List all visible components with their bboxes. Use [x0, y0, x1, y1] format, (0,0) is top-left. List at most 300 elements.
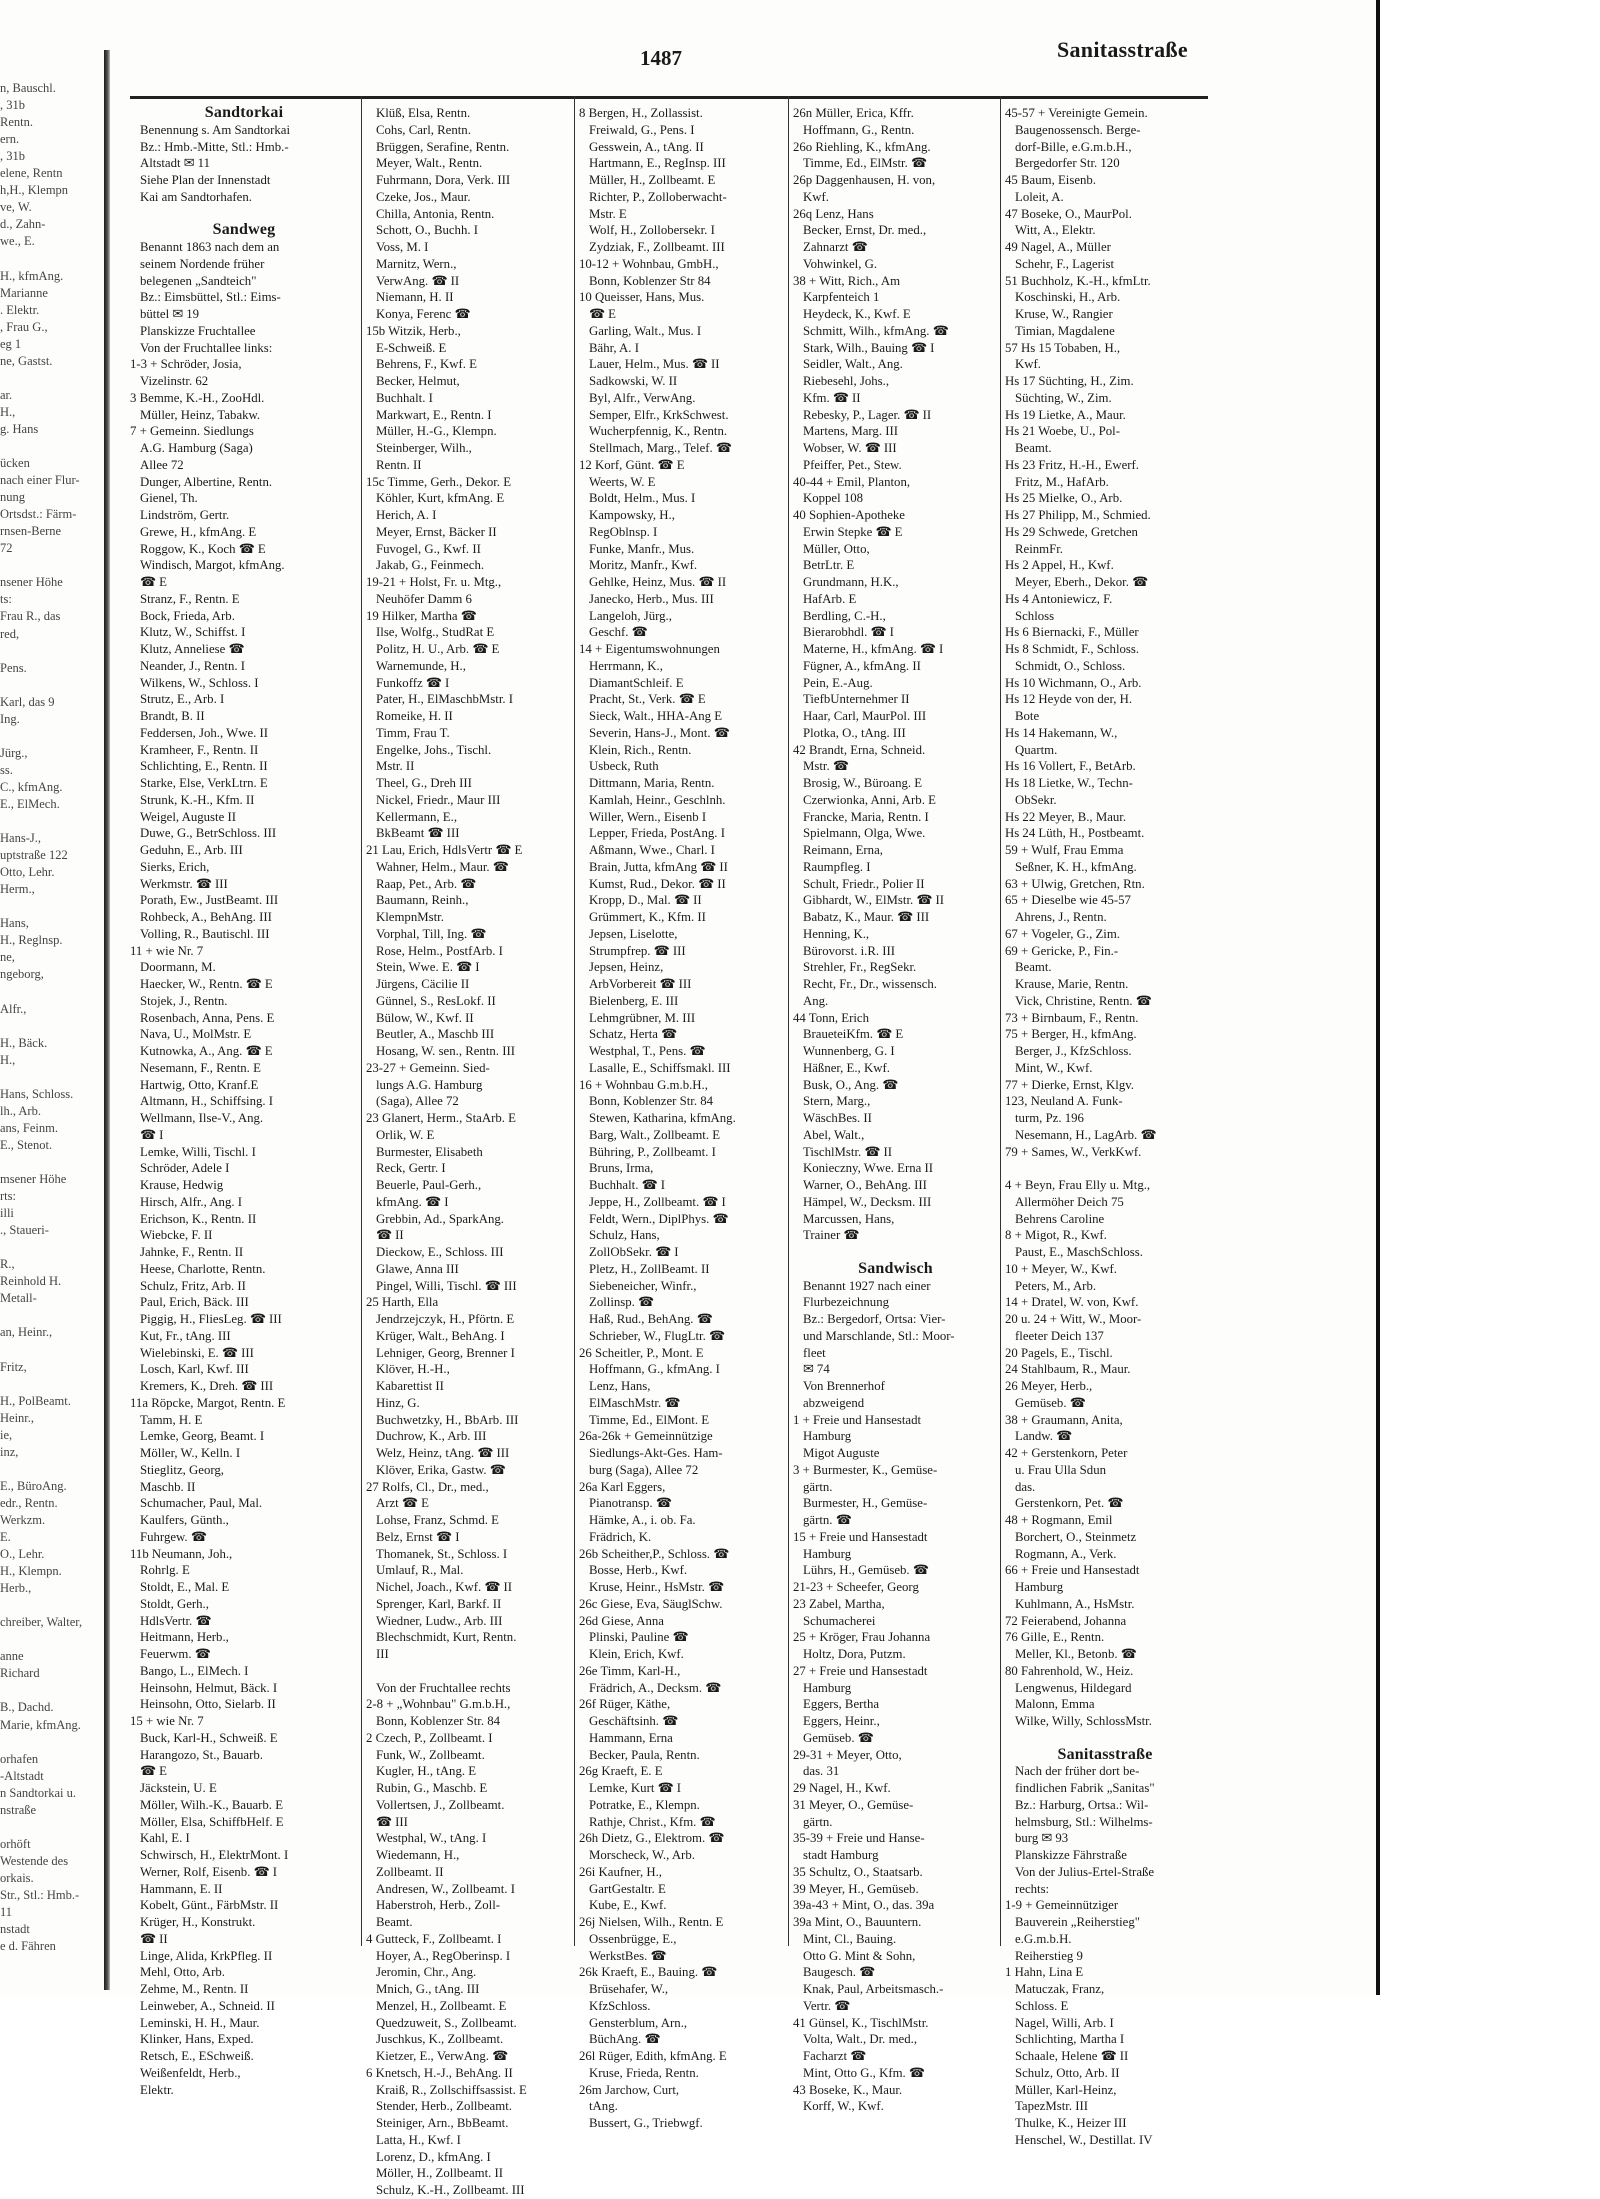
margin-line: ts:	[0, 592, 12, 607]
directory-line: Rubin, G., Maschb. E	[376, 1781, 488, 1795]
directory-line: Fuhrmann, Dora, Verk. III	[376, 173, 511, 187]
directory-line: Volling, R., Bautischl. III	[140, 926, 270, 941]
margin-line: nach einer Flur-	[0, 473, 80, 488]
directory-line: Brosig, W., Büroang. E	[803, 776, 923, 790]
directory-line: 12 Korf, Günt. ☎ E	[579, 457, 685, 472]
directory-line: Stranz, F., Rentn. E	[140, 591, 240, 606]
directory-line: 20 u. 24 + Witt, W., Moor-	[1005, 1312, 1142, 1326]
directory-line: Knak, Paul, Arbeitsmasch.-	[803, 1982, 944, 1996]
directory-line: Hamburg	[803, 1429, 852, 1444]
directory-line: 43 Boseke, K., Maur.	[793, 2082, 903, 2097]
margin-line: C., kfmAng.	[0, 779, 63, 794]
directory-line: Vorphal, Till, Ing. ☎	[376, 926, 487, 941]
directory-line: 26i Kaufner, H.,	[579, 1864, 662, 1879]
directory-line: Henning, K.,	[803, 926, 870, 941]
margin-line	[0, 438, 104, 455]
directory-line: ☎ II	[140, 1931, 168, 1946]
directory-line: 40-44 + Emil, Planton,	[793, 474, 911, 489]
directory-line: Boldt, Helm., Mus. I	[589, 491, 696, 506]
directory-line: Jendrzejczyk, H., Pförtn. E	[376, 1312, 515, 1326]
margin-line: Herm.,	[0, 882, 35, 897]
margin-line: illi	[0, 1206, 14, 1221]
margin-line: inz,	[0, 1444, 19, 1459]
directory-line: fleet	[803, 1345, 826, 1360]
directory-line: Bock, Frieda, Arb.	[140, 608, 235, 623]
directory-line: Rosenbach, Anna, Pens. E	[140, 1010, 275, 1025]
directory-line: Wunnenberg, G. I	[803, 1044, 895, 1058]
directory-line: Fuhrgew. ☎	[140, 1529, 207, 1544]
directory-line: gärtn. ☎	[803, 1513, 852, 1527]
directory-line: Blechschmidt, Kurt, Rentn.	[376, 1630, 517, 1645]
directory-line: Herich, A. I	[376, 508, 437, 522]
directory-line: Hamburg	[803, 1680, 852, 1695]
directory-line: Häßner, E., Kwf.	[803, 1060, 890, 1075]
directory-line: Paul, Erich, Bäck. III	[140, 1295, 249, 1310]
directory-line: Hs 2 Appel, H., Kwf.	[1005, 558, 1114, 573]
directory-line: Czerwionka, Anni, Arb. E	[803, 792, 936, 807]
margin-line: an, Heinr.,	[0, 1325, 53, 1340]
margin-line	[0, 1018, 104, 1035]
directory-line: Gemüseb. ☎	[1015, 1395, 1086, 1410]
directory-line: Raumpfleg. I	[803, 859, 871, 874]
margin-line	[0, 813, 104, 830]
directory-line: Aßmann, Wwe., Charl. I	[589, 843, 715, 857]
directory-line: Müller, Karl-Heinz,	[1015, 2082, 1117, 2097]
column-rule	[1000, 96, 1001, 1946]
directory-line: Von der Fruchtallee rechts	[376, 1680, 511, 1695]
directory-line: das.	[1015, 1479, 1036, 1494]
directory-line: Marnitz, Wern.,	[376, 256, 457, 271]
directory-line: Mint, W., Kwf.	[1015, 1060, 1093, 1075]
directory-line: ☎ E	[589, 307, 616, 321]
directory-line: Hirsch, Alfr., Ang. I	[140, 1194, 243, 1209]
directory-line: Gehlke, Heinz, Mus. ☎ II	[589, 575, 727, 589]
directory-line: Schulz, K.-H., Zollbeamt. III	[376, 2183, 525, 2197]
directory-column	[1005, 105, 1205, 2147]
directory-line: Elektr.	[140, 2082, 174, 2097]
directory-line: Porath, Ew., JustBeamt. III	[140, 893, 279, 908]
directory-line: (Saga), Allee 72	[376, 1094, 459, 1109]
directory-line: Zydziak, F., Zollbeamt. III	[589, 240, 725, 254]
directory-line: Lemke, Willi, Tischl. I	[140, 1144, 256, 1159]
directory-line: Grümmert, K., Kfm. II	[589, 910, 706, 924]
directory-line: Wiedner, Ludw., Arb. III	[376, 1613, 503, 1628]
directory-line: 7 + Gemeinn. Siedlungs	[130, 424, 254, 439]
directory-line	[130, 206, 358, 223]
directory-line: Schloss	[1015, 608, 1055, 623]
directory-line: Schrieber, W., FlugLtr. ☎	[589, 1328, 725, 1343]
margin-line	[0, 1307, 104, 1324]
directory-line: Hoyer, A., RegOberinsp. I	[376, 1948, 511, 1963]
directory-line: BkBeamt ☎ III	[376, 826, 460, 841]
directory-line: Krüger, Walt., BehAng. I	[376, 1328, 505, 1343]
directory-line: Dittmann, Maria, Rentn.	[589, 776, 715, 790]
directory-line: Richter, P., Zolloberwacht-	[589, 189, 727, 204]
directory-line: Volta, Walt., Dr. med.,	[803, 2032, 918, 2047]
directory-line: 59 + Wulf, Frau Emma	[1005, 843, 1124, 857]
directory-line: Heydeck, K., Kwf. E	[803, 307, 911, 321]
directory-line: Rose, Helm., PostfArb. I	[376, 943, 503, 958]
directory-line: 14 + Dratel, W. von, Kwf.	[1005, 1295, 1139, 1310]
margin-line: e d. Fähren	[0, 1939, 56, 1954]
directory-line: Latta, H., Kwf. I	[376, 2132, 461, 2147]
directory-line: Schulz, Hans,	[589, 1228, 660, 1243]
directory-line: Grebbin, Ad., SparkAng.	[376, 1211, 504, 1226]
directory-line: Meller, Kl., Betonb. ☎	[1015, 1647, 1137, 1661]
directory-line: und Marschlande, Stl.: Moor-	[803, 1328, 955, 1343]
directory-line: Lengwenus, Hildegard	[1015, 1680, 1132, 1695]
directory-line: Krüger, H., Konstrukt.	[140, 1915, 256, 1929]
margin-line: Hans-J.,	[0, 831, 41, 846]
directory-line: Altmann, H., Schiffsing. I	[140, 1094, 274, 1109]
directory-line: Stieglitz, Georg,	[140, 1462, 224, 1477]
directory-line: Hoffmann, G., kfmAng. I	[589, 1362, 720, 1377]
directory-line: Buchhalt. I	[376, 390, 433, 405]
directory-line: Eggers, Heinr.,	[803, 1714, 880, 1728]
directory-line: Buchwetzky, H., BbArb. III	[376, 1412, 519, 1427]
directory-line: Bonn, Koblenzer Str 84	[589, 273, 711, 288]
margin-line: nstadt	[0, 1922, 30, 1937]
directory-line: Heinsohn, Otto, Sielarb. II	[140, 1697, 276, 1712]
directory-line: Siedlungs-Akt-Ges. Ham-	[589, 1446, 723, 1460]
directory-line: 19-21 + Holst, Fr. u. Mtg.,	[366, 575, 502, 589]
directory-line: Westphal, W., tAng. I	[376, 1831, 487, 1846]
directory-line: Becker, Ernst, Dr. med.,	[803, 223, 927, 238]
directory-line: Wolf, H., Zollobersekr. I	[589, 223, 715, 238]
directory-line: 16 + Wohnbau G.m.b.H.,	[579, 1077, 708, 1092]
directory-line: 26o Riehling, K., kfmAng.	[793, 139, 931, 154]
directory-line: 51 Buchholz, K.-H., kfmLtr.	[1005, 273, 1151, 288]
directory-line: 11a Röpcke, Margot, Rentn. E	[130, 1395, 286, 1410]
directory-line: 26c Giese, Eva, SäuglSchw.	[579, 1596, 723, 1611]
directory-column	[793, 105, 998, 2114]
directory-line: Ossenbrügge, E.,	[589, 1931, 677, 1946]
directory-line: Nesemann, F., Rentn. E	[140, 1060, 261, 1075]
directory-line: 57 Hs 15 Tobaben, H.,	[1005, 340, 1121, 355]
directory-line: 79 + Sames, W., VerkKwf.	[1005, 1144, 1142, 1159]
directory-line: Bz.: Eimsbüttel, Stl.: Eims-	[140, 290, 281, 305]
directory-line: Engelke, Johs., Tischl.	[376, 742, 492, 757]
directory-line: Kaulfers, Günth.,	[140, 1513, 229, 1527]
directory-line: 8 + Migot, R., Kwf.	[1005, 1228, 1107, 1243]
margin-line: chreiber, Walter,	[0, 1615, 83, 1630]
directory-line: Quartm.	[1015, 742, 1058, 757]
directory-line: Seßner, K. H., kfmAng.	[1015, 859, 1137, 874]
directory-line: fleeter Deich 137	[1015, 1328, 1104, 1343]
directory-line: Thomanek, St., Schloss. I	[376, 1546, 508, 1561]
directory-line: 45 Baum, Eisenb.	[1005, 173, 1096, 187]
directory-line: Hs 27 Philipp, M., Schmied.	[1005, 508, 1151, 522]
directory-line: Rebesky, P., Lager. ☎ II	[803, 407, 932, 422]
margin-line: Hans, Schloss.	[0, 1086, 74, 1101]
directory-line: Hs 29 Schwede, Gretchen	[1005, 524, 1138, 539]
directory-line: Zollinsp. ☎	[589, 1295, 654, 1310]
directory-line: Behrens, F., Kwf. E	[376, 357, 477, 372]
directory-line: Pater, H., ElMaschbMstr. I	[376, 692, 514, 707]
directory-line: helmsburg, Stl.: Wilhelms-	[1015, 1814, 1153, 1829]
margin-line: d., Zahn-	[0, 217, 46, 232]
directory-line: rechts:	[1015, 1881, 1050, 1896]
directory-line: Hoffmann, G., Rentn.	[803, 122, 915, 137]
directory-line: 23 Glanert, Herm., StaArb. E	[366, 1111, 516, 1125]
directory-line: Schmitt, Wilh., kfmAng. ☎	[803, 323, 949, 338]
directory-line: Jäckstein, U. E	[140, 1781, 217, 1795]
directory-line: Müller, H.-G., Klempn.	[376, 424, 497, 439]
directory-line: Baugenossensch. Berge-	[1015, 122, 1141, 137]
directory-line: Schloss. E	[1015, 1998, 1069, 2013]
directory-line: Schröder, Adele I	[140, 1161, 230, 1176]
directory-line: Juschkus, K., Zollbeamt.	[376, 2032, 504, 2047]
directory-line: Kugler, H., tAng. E	[376, 1764, 477, 1779]
directory-line: Geschf. ☎	[589, 625, 648, 640]
directory-line: Borchert, O., Steinmetz	[1015, 1529, 1137, 1544]
directory-line: Feddersen, Joh., Wwe. II	[140, 725, 269, 740]
directory-line: Kwf.	[803, 189, 829, 204]
directory-line: burg (Saga), Allee 72	[589, 1462, 699, 1477]
directory-line: 31 Meyer, O., Gemüse-	[793, 1797, 914, 1812]
directory-line: 1 Hahn, Lina E	[1005, 1965, 1084, 1980]
directory-line: 10-12 + Wohnbau, GmbH.,	[579, 256, 719, 271]
directory-line: ☎ II	[376, 1228, 404, 1243]
column-rule	[788, 96, 789, 1946]
directory-line: 29-31 + Meyer, Otto,	[793, 1747, 902, 1762]
directory-line: Babatz, K., Maur. ☎ III	[803, 910, 930, 924]
directory-line: Stojek, J., Rentn.	[140, 993, 228, 1008]
margin-line: anne	[0, 1649, 24, 1664]
margin-line: Str., Stl.: Hmb.-	[0, 1887, 80, 1902]
directory-line: Warner, O., BehAng. III	[803, 1178, 927, 1192]
directory-line: Pracht, St., Verk. ☎ E	[589, 692, 706, 707]
directory-line: Severin, Hans-J., Mont. ☎	[589, 725, 730, 740]
directory-line: Frädrich, K.	[589, 1529, 652, 1544]
directory-line: Steiniger, Arn., BbBeamt.	[376, 2116, 509, 2130]
directory-line: Schult, Friedr., Polier II	[803, 876, 925, 891]
directory-line: Stoldt, Gerh.,	[140, 1596, 209, 1611]
directory-line: Timme, Ed., ElMont. E	[589, 1412, 710, 1427]
directory-line: 26g Kraeft, E. E	[579, 1764, 663, 1779]
directory-line: Rohrlg. E	[140, 1563, 190, 1578]
directory-line: Markwart, E., Rentn. I	[376, 407, 492, 422]
directory-line: Spielmann, Olga, Wwe.	[803, 826, 926, 841]
directory-line: Schott, O., Buchh. I	[376, 223, 479, 238]
directory-line: Bonn, Koblenzer Str. 84	[589, 1094, 714, 1109]
directory-line: Lehmgrübner, M. III	[589, 1010, 696, 1025]
directory-line: ☎ E	[140, 1764, 167, 1779]
directory-line: Kwf.	[1015, 357, 1041, 372]
directory-line: Klöver, H.-H.,	[376, 1362, 450, 1377]
directory-line: Jeromin, Chr., Ang.	[376, 1965, 477, 1980]
directory-line: 80 Fahrenhold, W., Heiz.	[1005, 1663, 1134, 1678]
margin-line: Ing.	[0, 711, 20, 726]
directory-line: Haar, Carl, MaurPol. III	[803, 709, 927, 723]
directory-line: Timm, Frau T.	[376, 725, 450, 740]
directory-line: Burmester, H., Gemüse-	[803, 1496, 928, 1511]
margin-line: H.,	[0, 1052, 16, 1067]
directory-line: 6 Knetsch, H.-J., BehAng. II	[366, 2065, 513, 2080]
directory-column	[130, 104, 358, 2097]
directory-line: Klinker, Hans, Exped.	[140, 2032, 254, 2047]
directory-line: Hartwig, Otto, Kranf.E	[140, 1077, 259, 1092]
directory-line: Martens, Marg. III	[803, 424, 899, 439]
directory-line: Kietzer, E., VerwAng. ☎	[376, 2049, 509, 2063]
directory-line: Von der Fruchtallee links:	[140, 340, 273, 355]
directory-line: seinem Nordende früher	[140, 256, 265, 271]
margin-line: edr., Rentn.	[0, 1495, 58, 1510]
margin-line: Pens.	[0, 660, 27, 675]
directory-line: Glawe, Anna III	[376, 1261, 459, 1276]
directory-line: Retsch, E., ESchweiß.	[140, 2049, 254, 2063]
margin-line	[0, 1682, 104, 1699]
directory-line: 26l Rüger, Edith, kfmAng. E	[579, 2049, 727, 2063]
directory-line: Seidler, Walt., Ang.	[803, 357, 903, 372]
directory-line: 45-57 + Vereinigte Gemein.	[1005, 106, 1148, 120]
directory-line: Schwirsch, H., ElektrMont. I	[140, 1848, 289, 1862]
directory-line: Francke, Maria, Rentn. I	[803, 809, 929, 824]
margin-line	[0, 557, 104, 574]
directory-line: Wahner, Helm., Maur. ☎	[376, 859, 509, 874]
directory-line: Lührs, H., Gemüseb. ☎	[803, 1563, 929, 1578]
directory-line: 15c Timme, Gerh., Dekor. E	[366, 474, 512, 489]
directory-line: Schatz, Herta ☎	[589, 1027, 678, 1042]
margin-line: E.	[0, 1529, 11, 1544]
directory-line: 26 Scheitler, P., Mont. E	[579, 1345, 704, 1360]
directory-line: 48 + Rogmann, Emil	[1005, 1513, 1113, 1527]
directory-line: 38 + Graumann, Anita,	[1005, 1412, 1123, 1427]
directory-line: Klein, Erich, Kwf.	[589, 1647, 684, 1661]
directory-line: A.G. Hamburg (Saga)	[140, 441, 253, 455]
directory-line: Kellermann, E.,	[376, 809, 458, 824]
directory-line: Gemüseb. ☎	[803, 1730, 874, 1745]
directory-line: ArbVorbereit ☎ III	[589, 977, 692, 991]
directory-line: Vertr. ☎	[803, 1998, 851, 2013]
directory-line: Karpfenteich 1	[803, 290, 880, 305]
directory-line: Duchrow, K., Arb. III	[376, 1429, 487, 1444]
directory-line: 21-23 + Scheefer, Georg	[793, 1580, 919, 1594]
directory-line: Schehr, F., Lagerist	[1015, 256, 1115, 271]
directory-line: Wilkens, W., Schloss. I	[140, 675, 259, 690]
directory-line: Windisch, Margot, kfmAng.	[140, 558, 285, 573]
directory-line: 26a-26k + Gemeinnützige	[579, 1429, 713, 1444]
directory-line: Potratke, E., Klempn.	[589, 1797, 700, 1812]
margin-line: eg 1	[0, 336, 22, 351]
directory-line: Süchting, W., Zim.	[1015, 390, 1112, 405]
directory-line: Konya, Ferenc ☎	[376, 307, 471, 321]
directory-line: Möller, Wilh.-K., Bauarb. E	[140, 1797, 284, 1812]
directory-line: WerkstBes. ☎	[589, 1948, 667, 1963]
directory-line: Losch, Karl, Kwf. III	[140, 1362, 249, 1377]
directory-line: Klöver, Erika, Gastw. ☎	[376, 1462, 506, 1477]
margin-line: ss.	[0, 762, 13, 777]
directory-line: Berdling, C.-H.,	[803, 608, 886, 623]
directory-line: HafArb. E	[803, 591, 857, 606]
directory-line: ReinmFr.	[1015, 541, 1063, 556]
directory-line: Möller, H., Zollbeamt. II	[376, 2166, 504, 2181]
directory-line: Hs 8 Schmidt, F., Schloss.	[1005, 642, 1140, 656]
directory-line: Lehniger, Georg, Brenner I	[376, 1345, 515, 1360]
directory-line: WäschBes. II	[803, 1111, 872, 1125]
margin-line	[0, 983, 104, 1000]
directory-line: Hs 4 Antoniewicz, F.	[1005, 591, 1113, 606]
directory-line: Maschb. II	[140, 1479, 196, 1494]
directory-line: Mnich, G., tAng. III	[376, 1982, 480, 1996]
directory-line: Stewen, Katharina, kfmAng.	[589, 1111, 736, 1125]
directory-line: Strumpfrep. ☎ III	[589, 943, 686, 958]
directory-line: Stark, Wilh., Bauing ☎ I	[803, 340, 935, 355]
directory-line: Wobser, W. ☎ III	[803, 441, 897, 455]
directory-line: Feuerwm. ☎	[140, 1647, 211, 1661]
margin-line: Frau R., das	[0, 609, 61, 624]
directory-line: Mstr. ☎	[803, 759, 849, 774]
directory-line: Strunk, K.-H., Kfm. II	[140, 792, 255, 807]
directory-line: III	[376, 1647, 389, 1661]
directory-line: Loleit, A.	[1015, 189, 1064, 204]
directory-line: BüchAng. ☎	[589, 2032, 661, 2047]
directory-line: Berger, J., KfzSchloss.	[1015, 1044, 1132, 1058]
margin-line: ne, Gastst.	[0, 353, 53, 368]
margin-line: Herb.,	[0, 1581, 32, 1596]
directory-line: Klutz, Anneliese ☎	[140, 642, 245, 656]
directory-line: Marcussen, Hans,	[803, 1211, 895, 1226]
directory-line: 44 Tonn, Erich	[793, 1010, 869, 1025]
directory-line: 4 + Beyn, Frau Elly u. Mtg.,	[1005, 1178, 1151, 1192]
directory-line: Schmidt, O., Schloss.	[1015, 658, 1126, 673]
directory-line: Wiebcke, F. II	[140, 1228, 213, 1243]
directory-line: Belz, Ernst ☎ I	[376, 1529, 460, 1544]
margin-line	[0, 1631, 104, 1648]
directory-line: Plotka, O., tAng. III	[803, 725, 906, 740]
directory-line: Funkoffz ☎ I	[376, 675, 450, 690]
directory-line: Bz.: Bergedorf, Ortsa: Vier-	[803, 1312, 946, 1326]
directory-line: Vick, Christine, Rentn. ☎	[1015, 993, 1152, 1008]
directory-line: Funk, W., Zollbeamt.	[376, 1747, 485, 1762]
directory-line: Benannt 1927 nach einer	[803, 1278, 931, 1293]
directory-line: Ilse, Wolfg., StudRat E	[376, 625, 495, 640]
margin-line	[0, 643, 104, 660]
directory-line: Lauer, Helm., Mus. ☎ II	[589, 357, 720, 372]
directory-line: Werkmstr. ☎ III	[140, 876, 228, 891]
margin-line: uptstraße 122	[0, 848, 68, 863]
directory-line: Hammann, E. II	[140, 1881, 223, 1896]
directory-line: Menzel, H., Zollbeamt. E	[376, 1998, 507, 2013]
directory-line: Brandt, B. II	[140, 709, 205, 723]
directory-line: Sierks, Erich,	[140, 859, 210, 874]
directory-line: 39 Meyer, H., Gemüseb.	[793, 1881, 919, 1896]
directory-line: Beamt.	[1015, 441, 1052, 455]
directory-line: 24 Stahlbaum, R., Maur.	[1005, 1362, 1131, 1377]
page-number: 1487	[640, 46, 682, 70]
margin-line: 72	[0, 541, 13, 556]
margin-line: Karl, das 9	[0, 694, 55, 709]
directory-line: Zahnarzt ☎	[803, 240, 868, 254]
directory-line: Burmester, Elisabeth	[376, 1144, 483, 1159]
directory-line: Wiedemann, H.,	[376, 1848, 460, 1862]
margin-line: Metall-	[0, 1291, 37, 1306]
directory-line: 49 Nagel, A., Müller	[1005, 240, 1111, 254]
directory-line: Zehme, M., Rentn. II	[140, 1982, 249, 1996]
directory-line: e.G.m.b.H.	[1015, 1931, 1072, 1946]
directory-line: Gesswein, A., tAng. II	[589, 139, 704, 154]
directory-column	[366, 105, 572, 2197]
margin-line: B., Dachd.	[0, 1700, 54, 1715]
directory-line: 66 + Freie und Hansestadt	[1005, 1563, 1140, 1578]
directory-line: Von Brennerhof	[803, 1379, 885, 1393]
directory-line: Haß, Rud., BehAng. ☎	[589, 1312, 713, 1326]
directory-line: BraueteiKfm. ☎ E	[803, 1027, 904, 1042]
directory-line: Kraiß, R., Zollschiffsassist. E	[376, 2082, 527, 2097]
directory-line: Becker, Helmut,	[376, 374, 460, 388]
directory-line: Semper, Elfr., KrkSchwest.	[589, 407, 729, 422]
directory-line: ☎ III	[376, 1814, 408, 1829]
